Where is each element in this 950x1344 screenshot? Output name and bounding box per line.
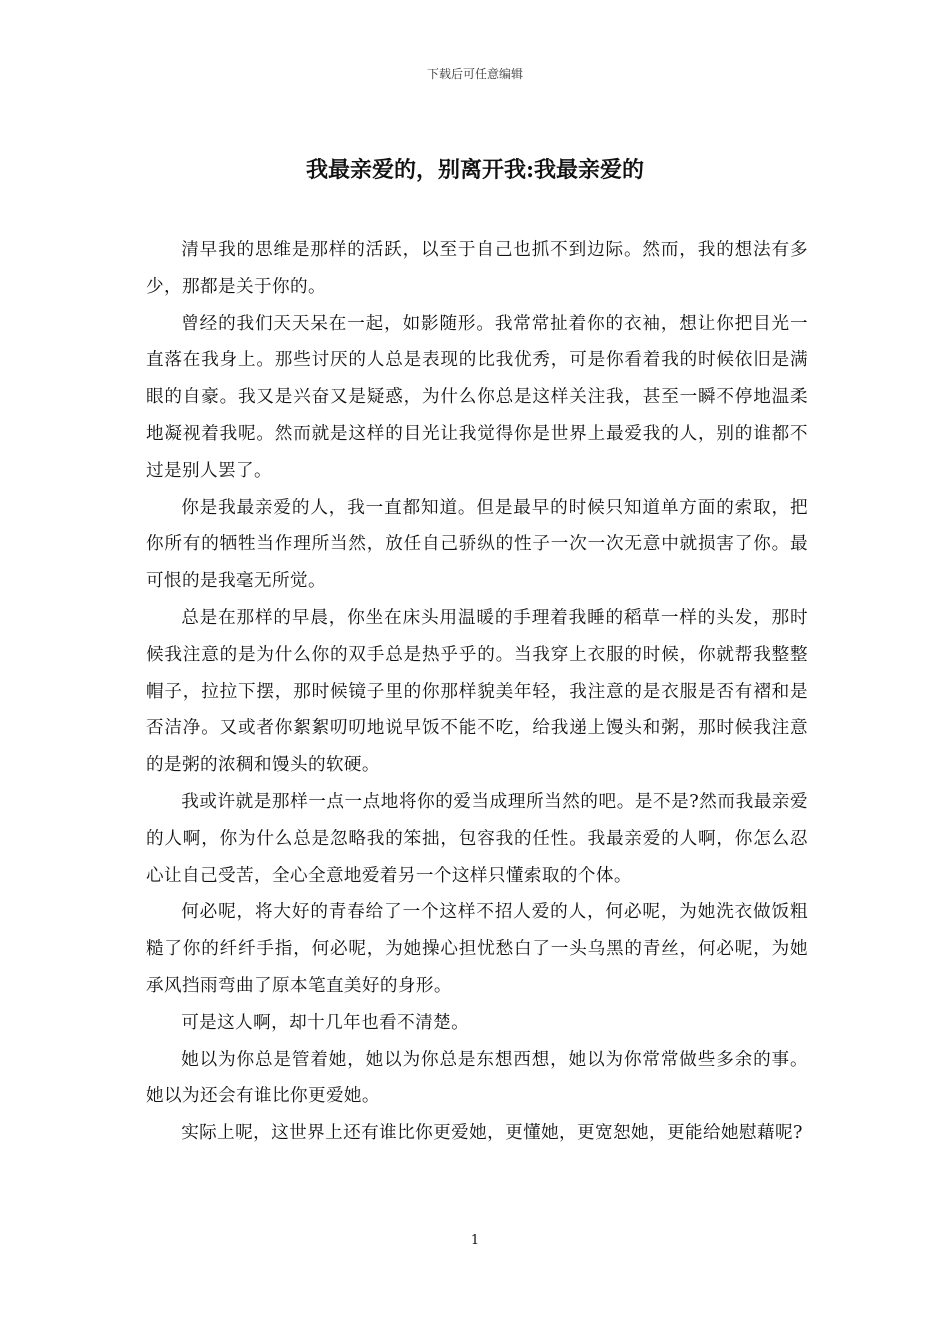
paragraph: 我或许就是那样一点一点地将你的爱当成理所当然的吧。是不是?然而我最亲爱的人啊，你为什么总是忽略我的笨拙，包容我的任性。我最亲爱的人啊，你怎么忍心让自己受苦，全心全意地爱着另一个这样只懂索取的个体。: [146, 791, 808, 886]
page-number: 1: [470, 1233, 480, 1248]
paragraph: 总是在那样的早晨，你坐在床头用温暖的手理着我睡的稻草一样的头发，那时候我注意的是为什么你的双手总是热乎乎的。当我穿上衣服的时候，你就帮我整整帽子，拉拉下摆，那时候镜子里的你那样貌美年轻，我注意的是衣服是否有褶和是否洁净。又或者你絮絮叨叨地说早饭不能不吃，给我递上馒头和粥，那时候我注意的是粥的浓稠和馒头的软硬。: [146, 607, 808, 776]
paragraph: 曾经的我们天天呆在一起，如影随形。我常常扯着你的衣袖，想让你把目光一直落在我身上。那些讨厌的人总是表现的比我优秀，可是你看着我的时候依旧是满眼的自豪。我又是兴奋又是疑惑，为什么你总是这样关注我，甚至一瞬不停地温柔地凝视着我呢。然而就是这样的目光让我觉得你是世界上最爱我的人，别的谁都不过是别人罢了。: [146, 313, 808, 481]
paragraph: 可是这人啊，却十几年也看不清楚。: [181, 1012, 470, 1033]
page-header: 下载后可任意编辑: [426, 67, 523, 81]
paragraph: 你是我最亲爱的人，我一直都知道。但是最早的时候只知道单方面的索取，把你所有的牺牲当作理所当然，放任自己骄纵的性子一次一次无意中就损害了你。最可恨的是我毫无所觉。: [146, 497, 808, 592]
paragraph: 何必呢，将大好的青春给了一个这样不招人爱的人，何必呢，为她洗衣做饭粗糙了你的纤纤手指，何必呢，为她操心担忧愁白了一头乌黑的青丝，何必呢，为她承风挡雨弯曲了原本笔直美好的身形。: [146, 902, 808, 996]
paragraph: 实际上呢，这世界上还有谁比你更爱她，更懂她，更宽恕她，更能给她慰藉呢?: [181, 1123, 803, 1144]
paragraph: 她以为你总是管着她，她以为你总是东想西想，她以为你常常做些多余的事。她以为还会有谁比你更爱她。: [146, 1049, 808, 1107]
paragraph: 清早我的思维是那样的活跃，以至于自己也抓不到边际。然而，我的想法有多少，那都是关于你的。: [146, 240, 808, 297]
document-title: 我最亲爱的，别离开我:我最亲爱的: [305, 157, 645, 183]
document-body: [146, 232, 808, 1152]
